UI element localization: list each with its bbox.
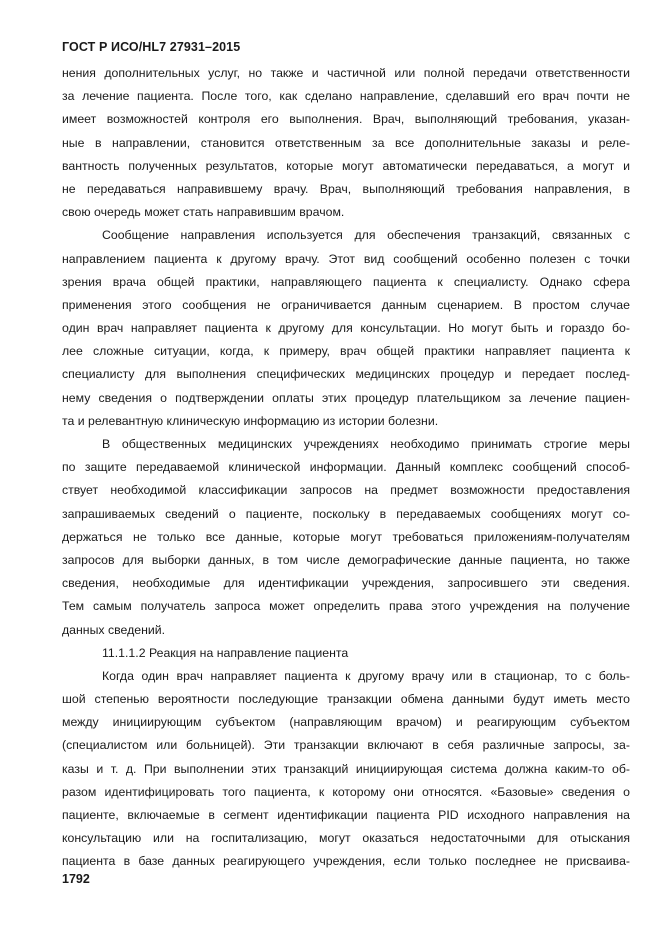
text-line: пациента в базе данных реагирующего учреждения, если только последнее не присваива- (62, 854, 630, 869)
text-line: та и релевантную клиническую информацию из истории болезни. (62, 413, 439, 428)
text-line: специалисту для выполнения специфических медицинских процедур и передает послед- (62, 367, 630, 382)
text-line: ные в направлении, становится ответственным за все дополнительные заказы и реле- (62, 135, 630, 150)
text-line: направлением пациента к другому врачу. Этот вид сообщений особенно полезен с точки (62, 251, 630, 266)
text-line: (специалистом или больницей). Эти транзакции включают в себя различные запросы, за- (62, 738, 630, 753)
text-line: Когда один врач направляет пациента к другому врачу или в стационар, то с боль- (102, 668, 630, 683)
text-line: один врач направляет пациента к другому для консультации. Но могут быть и гораздо бо- (62, 321, 630, 336)
text-line: 11.1.1.2 Реакция на направление пациента (102, 645, 349, 660)
text-line: не передаваться направившему врачу. Врач, выполняющий требования направления, в (62, 181, 630, 196)
text-line: В общественных медицинских учреждениях необходимо принимать строгие меры (102, 437, 630, 451)
page-number: 1792 (62, 872, 90, 886)
text-line: применения этого сообщения не ограничивается данным сценарием. В простом случае (62, 297, 630, 312)
text-line: зрения врача общей практики, направляющего пациента к специалисту. Однако сфера (62, 274, 630, 289)
text-line: держаться не только все данные, которые могут требоваться приложениям-получателям (62, 529, 630, 544)
text-line: шой степенью вероятности последующие транзакции обмена данными будут иметь место (62, 692, 630, 707)
text-line: Сообщение направления используется для обеспечения транзакций, связанных с (102, 228, 630, 243)
text-line: между инициирующим субъектом (направляющим врачом) и реагирующим субъектом (62, 715, 630, 730)
document-header: ГОСТ Р ИСО/HL7 27931–2015 (62, 40, 241, 54)
text-line: консультацию или на госпитализацию, могут оказаться недостаточными для отыскания (62, 831, 630, 846)
text-line: нему сведения о подтверждении оплаты этих процедур плательщиком за лечение пациен- (62, 390, 630, 405)
text-line: сведения, необходимые для идентификации учреждения, запросившего эти сведения. (62, 576, 630, 591)
text-line: вантность полученных результатов, которые могут автоматически передаваться, а могут и (62, 158, 630, 173)
text-line: лее сложные ситуации, когда, к примеру, врач общей практики направляет пациента к (62, 344, 630, 359)
text-line: по защите передаваемой клинической информации. Данный комплекс сообщений способ- (62, 460, 630, 475)
text-line: пациенте, включаемые в сегмент идентификации пациента PID исходного направления на (62, 808, 630, 822)
text-line: казы и т. д. При выполнении этих транзакций инициирующая система должна каким-то об- (62, 761, 630, 776)
text-line: имеет возможностей контроля его выполнения. Врач, выполняющий требования, указан- (62, 112, 630, 127)
text-line: нения дополнительных услуг, но также и частичной или полной передачи ответственности (62, 66, 630, 80)
text-line: ствует необходимой классификации запросов на предмет возможности предоставления (62, 483, 630, 498)
text-line: запросов для выборки данных, в том числе демографические данные пациента, но также (62, 552, 630, 567)
text-line: разом идентифицировать того пациента, к которому они относятся. «Базовые» сведения о (62, 784, 630, 799)
text-line: за лечение пациента. После того, как сделано направление, сделавший его врач почти не (62, 89, 630, 104)
text-line: данных сведений. (62, 622, 166, 637)
body-text (62, 62, 630, 874)
text-line: запрашиваемых сведений о пациенте, поскольку в передаваемых сообщениях могут со- (62, 506, 630, 521)
text-line: свою очередь может стать направившим врачом. (62, 205, 345, 220)
text-line: Тем самым получатель запроса может определить права этого учреждения на получение (62, 599, 630, 614)
